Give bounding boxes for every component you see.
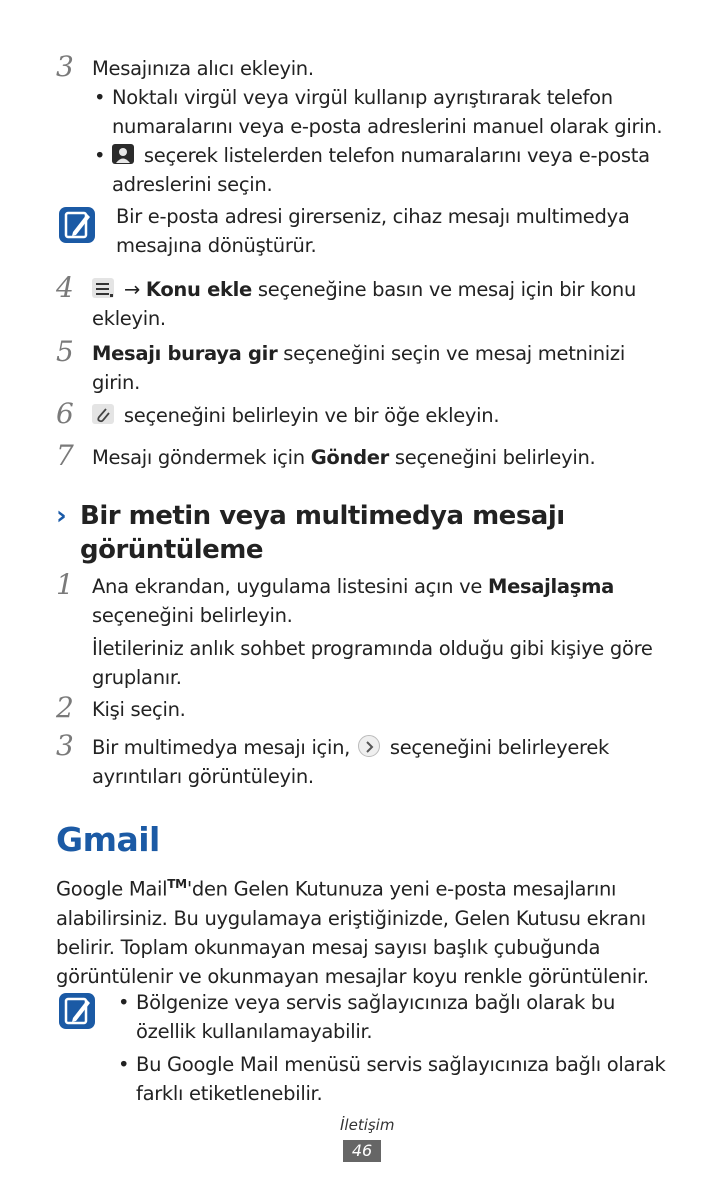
bullet: • — [118, 991, 130, 1014]
step-text: Ana ekrandan, uygulama listesini açın ve — [92, 575, 488, 598]
bullet-text: Noktalı virgül veya virgül kullanıp ayrıştırarak telefon numaralarını veya e-posta adreslerini manuel olarak girin. — [112, 86, 663, 138]
section-heading — [56, 499, 676, 567]
chevron-right-icon — [358, 735, 380, 757]
step-text: seçeneğini belirleyin. — [388, 446, 596, 469]
step-text: Kişi seçin. — [92, 698, 186, 721]
step-number: 1 — [56, 568, 74, 601]
option-label: Konu ekle — [145, 278, 252, 301]
option-label: Mesajı buraya gir — [92, 342, 278, 365]
gmail-note — [116, 988, 676, 1108]
bullet-text: Bölgenize veya servis sağlayıcınıza bağlı olarak bu özellik kullanılamayabilir. — [136, 991, 616, 1043]
section-title-gmail: Gmail — [56, 820, 160, 859]
step-5-enter-message — [56, 335, 676, 397]
menu-icon — [92, 278, 114, 298]
step-text: seçeneğini belirleyin ve bir öğe ekleyin. — [123, 404, 500, 427]
section-title: Bir metin veya multimedya mesajı görüntüleme — [80, 501, 565, 565]
step-number: 3 — [56, 729, 74, 762]
footer-section-label: İletişim — [340, 1116, 395, 1134]
chevron-right-icon: › — [56, 501, 67, 531]
attachment-icon — [92, 404, 114, 424]
trademark-symbol: TM — [167, 877, 187, 891]
bullet: • — [118, 1053, 130, 1076]
step-number: 3 — [56, 50, 74, 83]
step-text: Mesajınıza alıcı ekleyin. — [92, 57, 314, 80]
arrow: → — [123, 278, 140, 301]
step-4-add-subject — [56, 271, 676, 333]
note-icon — [58, 206, 96, 244]
gmail-intro-paragraph — [56, 870, 676, 991]
step-number: 2 — [56, 691, 74, 724]
step-text: Mesajı göndermek için — [92, 446, 311, 469]
step-number: 6 — [56, 397, 74, 430]
step-text: seçeneğini seçin ve mesaj metninizi girin. — [92, 342, 625, 394]
list-item — [116, 1050, 676, 1108]
step-3-view-details — [56, 729, 676, 791]
step-1-open-messaging — [56, 568, 676, 692]
bullet: • — [94, 144, 106, 167]
step-extra-text: İletileriniz anlık sohbet programında olduğu gibi kişiye göre gruplanır. — [92, 637, 653, 689]
list-item — [116, 988, 676, 1046]
note-icon — [58, 992, 96, 1030]
list-item — [92, 141, 676, 199]
bullet-text: Bu Google Mail menüsü servis sağlayıcınıza bağlı olarak farklı etiketlenebilir. — [136, 1053, 666, 1105]
page-number: 46 — [343, 1140, 381, 1162]
step-number: 7 — [56, 439, 74, 472]
step-text: seçeneğini belirleyerek ayrıntıları görüntüleyin. — [92, 736, 610, 788]
bullet-text: seçerek listelerden telefon numaralarını veya e-posta adreslerini seçin. — [112, 144, 650, 196]
list-item — [92, 83, 676, 141]
option-label: Mesajlaşma — [487, 575, 614, 598]
step-6-attach — [56, 397, 676, 430]
option-label: Gönder — [310, 446, 389, 469]
step-text: seçeneğini belirleyin. — [92, 604, 293, 627]
gmail-text: Google Mail — [56, 877, 168, 901]
step-2-select-contact — [56, 691, 676, 724]
step-text: Bir multimedya mesajı için, — [92, 736, 351, 759]
step-text: seçeneğine basın ve mesaj için bir konu ekleyin. — [92, 278, 637, 330]
step-number: 5 — [56, 335, 74, 368]
bullet: • — [94, 86, 106, 109]
gmail-text: 'den Gelen Kutunuza yeni e-posta mesajlarını alabilirsiniz. Bu uygulamaya eriştiğinizde, Gelen Kutusu ekranı belirir. Toplam okunmayan mesaj sayısı başlık çubuğunda görüntülenir ve okunmayan mesajlar koyu renkle görüntülenir. — [56, 877, 649, 988]
step-number: 4 — [56, 271, 74, 304]
contacts-icon — [112, 144, 134, 164]
step-7-send — [56, 439, 676, 472]
step-3-add-recipient — [56, 50, 676, 199]
note-text: Bir e-posta adresi girerseniz, cihaz mesajı multimedya mesajına dönüştürür. — [116, 205, 630, 257]
